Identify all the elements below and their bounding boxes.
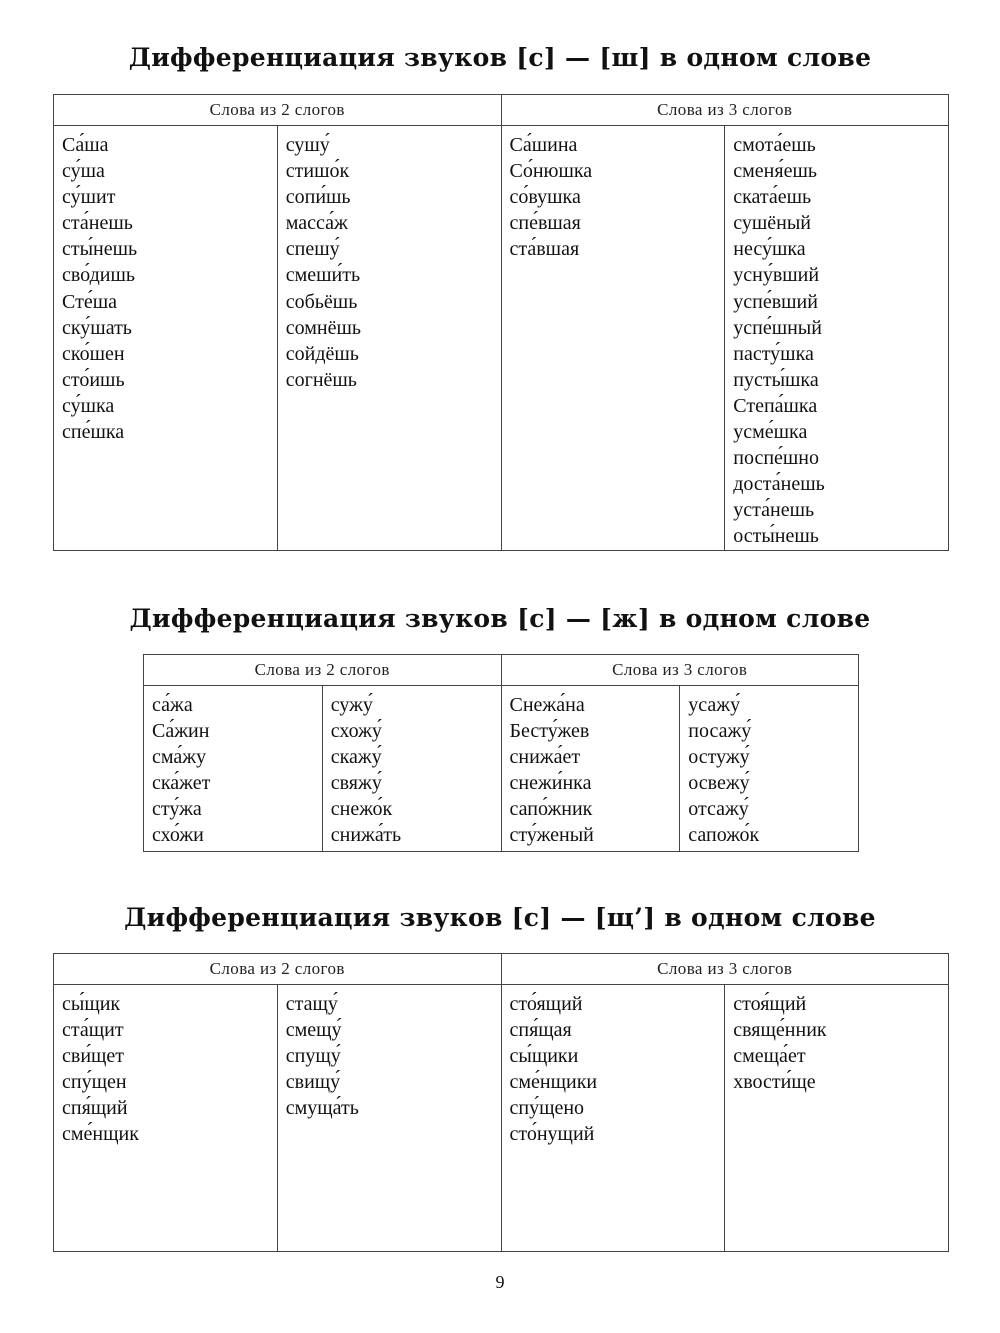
word-item: ста́щит	[62, 1019, 124, 1042]
word-table	[143, 654, 859, 852]
word-item: ску́шать	[62, 316, 132, 339]
word-item: су́шка	[62, 394, 115, 417]
word-item: сужу́	[330, 694, 373, 716]
word-item: сви́щет	[62, 1045, 125, 1068]
word-item: со́вушка	[509, 186, 581, 209]
word-item: су́ша	[62, 160, 105, 183]
word-column	[144, 686, 323, 852]
word-item: спущу́	[285, 1045, 341, 1068]
word-item: смота́ешь	[733, 134, 816, 156]
word-item: сме́нщик	[62, 1123, 139, 1146]
word-item: спе́шка	[62, 421, 125, 444]
word-item: посажу́	[688, 720, 752, 743]
word-item: спешу́	[285, 238, 340, 261]
word-item: усну́вший	[733, 264, 820, 287]
word-item: свяжу́	[330, 772, 382, 795]
word-item: усажу́	[688, 694, 741, 716]
word-item: скажу́	[330, 746, 382, 769]
word-item: Са́ша	[62, 134, 109, 156]
word-item: пусты́шка	[733, 368, 819, 391]
word-item: сойдёшь	[285, 342, 359, 365]
word-item: успе́шный	[733, 316, 822, 339]
word-item: сы́щик	[62, 993, 121, 1015]
word-item: несу́шка	[733, 238, 806, 261]
word-item: сто́ящий	[509, 993, 583, 1015]
word-item: сты́нешь	[62, 238, 138, 261]
word-item: ската́ешь	[733, 186, 812, 209]
word-table	[53, 94, 949, 551]
word-item: масса́ж	[285, 212, 348, 235]
word-item: согнёшь	[285, 368, 357, 391]
word-item: сы́щики	[509, 1045, 579, 1068]
two-syllable-header: Слова из 2 слогов	[144, 655, 502, 686]
page-number: 9	[495, 1272, 505, 1292]
word-item: Са́жин	[152, 720, 210, 743]
three-syllable-header: Слова из 3 слогов	[501, 655, 859, 686]
word-item: сапожо́к	[688, 824, 760, 847]
word-item: осты́нешь	[733, 525, 819, 548]
word-item: ско́шен	[62, 342, 125, 365]
word-item: схожу́	[330, 720, 382, 743]
word-item: са́жа	[152, 694, 193, 716]
word-column	[277, 985, 501, 1252]
section-title: Дифференциация звуков [с] — [щ’] в одном слове	[124, 903, 876, 932]
word-item: снижа́ть	[330, 824, 402, 847]
word-column	[725, 985, 949, 1252]
word-item: сопи́шь	[285, 186, 351, 209]
word-item: спу́щен	[62, 1071, 127, 1094]
word-item: ста́нешь	[62, 212, 133, 235]
word-item: сапо́жник	[509, 798, 593, 821]
section-title: Дифференциация звуков [с] — [ж] в одном слове	[129, 604, 871, 633]
word-item: стоя́щий	[733, 993, 807, 1015]
word-item: поспе́шно	[733, 447, 820, 470]
word-item: сомнёшь	[285, 316, 362, 339]
three-syllable-header: Слова из 3 слогов	[501, 954, 949, 985]
word-item: смеши́ть	[285, 264, 361, 287]
word-item: спя́щая	[509, 1019, 572, 1042]
word-item: Бесту́жев	[509, 720, 590, 743]
word-item: собьёшь	[285, 290, 358, 313]
two-syllable-header: Слова из 2 слогов	[54, 954, 502, 985]
word-column	[54, 985, 278, 1252]
word-column	[680, 686, 859, 852]
word-item: хвости́ще	[733, 1071, 816, 1094]
word-item: ска́жет	[152, 772, 211, 795]
word-column	[501, 126, 725, 551]
word-column	[54, 126, 278, 551]
three-syllable-header: Слова из 3 слогов	[501, 95, 949, 126]
section-title: Дифференциация звуков [с] — [ш] в одном слове	[128, 43, 872, 72]
word-item: отсажу́	[688, 798, 749, 821]
word-item: спу́щено	[509, 1097, 585, 1120]
word-item: Со́нюшка	[509, 160, 593, 183]
word-item: Сте́ша	[62, 290, 117, 313]
word-item: ста́вшая	[509, 238, 580, 261]
word-item: сту́жа	[152, 798, 202, 821]
word-item: остужу́	[688, 746, 750, 769]
word-item: сушёный	[733, 212, 811, 235]
word-item: снижа́ет	[509, 746, 581, 769]
word-item: свяще́нник	[733, 1019, 827, 1042]
word-item: снежи́нка	[509, 772, 592, 795]
word-item: сменя́ешь	[733, 160, 817, 183]
word-item: смуща́ть	[285, 1097, 359, 1120]
word-item: Снежа́на	[509, 694, 585, 716]
word-item: смеща́ет	[733, 1045, 806, 1068]
word-item: спя́щий	[62, 1097, 128, 1120]
word-item: сто́ишь	[62, 368, 125, 391]
word-item: сту́женый	[509, 824, 594, 847]
word-item: стишо́к	[285, 160, 350, 183]
word-column	[277, 126, 501, 551]
word-item: смещу́	[285, 1019, 342, 1042]
word-item: сво́дишь	[62, 264, 136, 287]
word-item: сме́нщики	[509, 1071, 598, 1094]
word-item: стащу́	[285, 993, 338, 1015]
word-item: сто́нущий	[509, 1123, 595, 1146]
word-item: свищу́	[285, 1071, 341, 1094]
word-item: Са́шина	[509, 134, 578, 156]
word-item: сма́жу	[152, 746, 207, 769]
word-table	[53, 953, 949, 1252]
word-item: пасту́шка	[733, 342, 814, 365]
word-item: доста́нешь	[733, 473, 825, 496]
word-column	[725, 126, 949, 551]
word-item: Степа́шка	[733, 394, 818, 417]
word-column	[501, 686, 680, 852]
word-column	[501, 985, 725, 1252]
word-item: спе́вшая	[509, 212, 581, 235]
word-item: схо́жи	[152, 824, 204, 847]
word-item: сушу́	[285, 134, 330, 156]
word-item: су́шит	[62, 186, 116, 209]
word-item: снежо́к	[330, 798, 393, 821]
word-item: освежу́	[688, 772, 750, 795]
word-column	[322, 686, 501, 852]
two-syllable-header: Слова из 2 слогов	[54, 95, 502, 126]
word-item: успе́вший	[733, 290, 818, 313]
word-item: усме́шка	[733, 421, 808, 444]
word-item: уста́нешь	[733, 499, 815, 522]
